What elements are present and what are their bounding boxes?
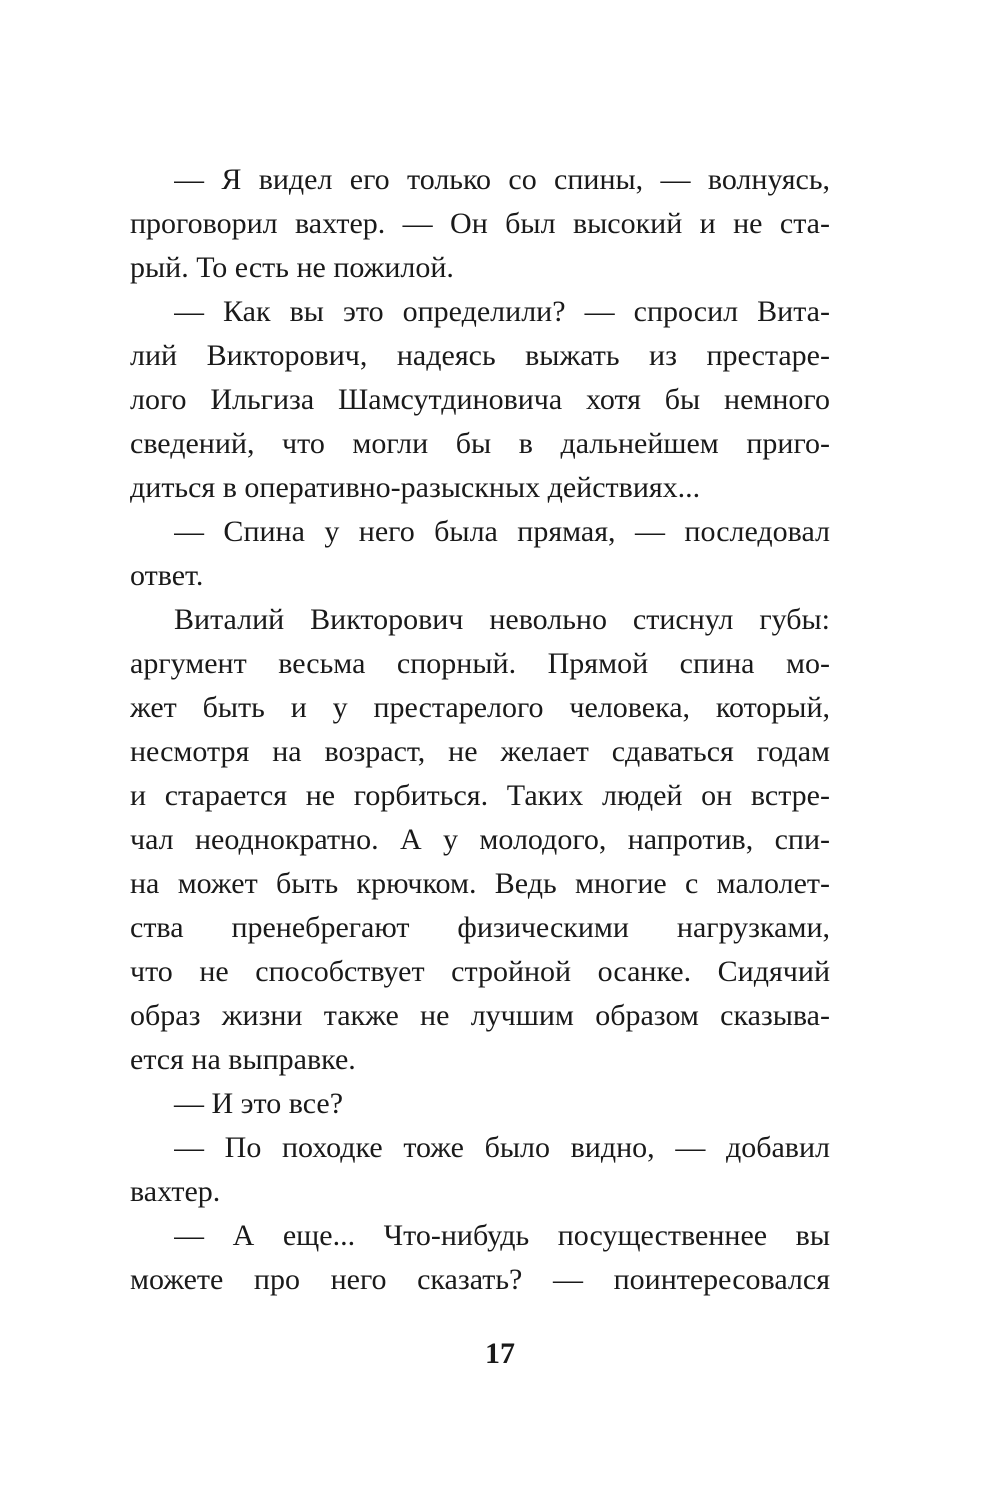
text-line: рый. То есть не пожилой. (130, 251, 454, 284)
text-line: сведений, что могли бы в дальнейшем приго- (130, 427, 830, 460)
text-line: — Как вы это определили? — спросил Вита- (174, 295, 830, 328)
text-line: на может быть крючком. Ведь многие с малолет- (130, 867, 830, 900)
text-line: лий Викторович, надеясь выжать из престаре- (130, 339, 830, 372)
text-line: образ жизни также не лучшим образом сказыва- (130, 999, 830, 1032)
text-line: вахтер. (130, 1175, 221, 1208)
text-line: ется на выправке. (130, 1043, 356, 1076)
text-line: проговорил вахтер. — Он был высокий и не ста- (130, 207, 830, 240)
text-line: — И это все? (174, 1087, 344, 1120)
text-line: Виталий Викторович невольно стиснул губы: (174, 603, 830, 636)
text-line: — Спина у него была прямая, — последовал (174, 515, 830, 548)
text-line: — По походке тоже было видно, — добавил (174, 1131, 830, 1164)
text-line: жет быть и у престарелого человека, который, (130, 691, 830, 724)
text-line: диться в оперативно-разыскных действиях... (130, 471, 701, 504)
text-line: лого Ильгиза Шамсутдиновича хотя бы немного (130, 383, 830, 416)
text-line: ства пренебрегают физическими нагрузками, (130, 911, 830, 944)
text-line: чал неоднократно. А у молодого, напротив, спи- (130, 823, 830, 856)
text-line: несмотря на возраст, не желает сдаваться годам (130, 735, 830, 768)
page-number: 17 (485, 1337, 515, 1370)
text-line: можете про него сказать? — поинтересовался (130, 1263, 830, 1296)
text-line: и старается не горбиться. Таких людей он встре- (130, 779, 830, 812)
text-line: ответ. (130, 559, 204, 592)
text-line: аргумент весьма спорный. Прямой спина мо- (130, 647, 830, 680)
text-line: — Я видел его только со спины, — волнуясь, (174, 163, 830, 196)
text-line: что не способствует стройной осанке. Сидячий (130, 955, 830, 988)
text-line: — А еще... Что-нибудь посущественнее вы (174, 1219, 830, 1252)
